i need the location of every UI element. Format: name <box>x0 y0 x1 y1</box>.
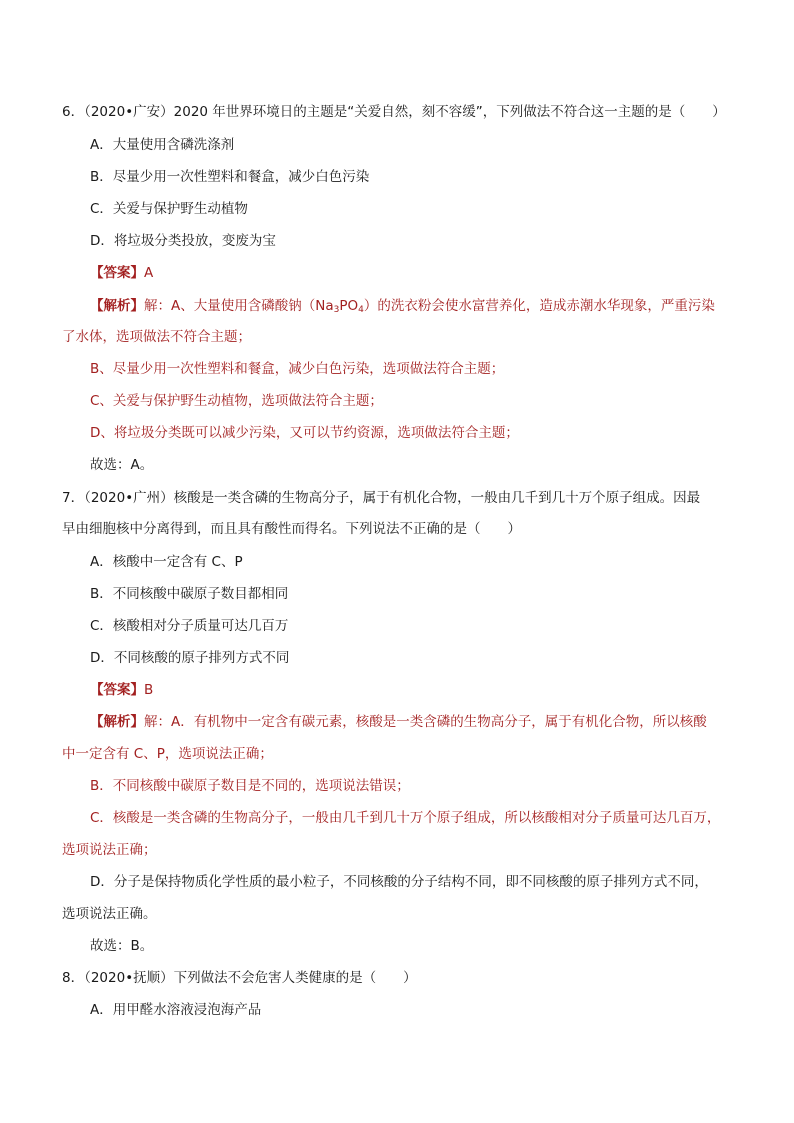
question-8-stem: 8．（2020•抚顺）下列做法不会危害人类健康的是（ ） <box>62 970 417 986</box>
question-7-answer <box>90 681 153 699</box>
formula-subscript: 3 <box>333 305 340 315</box>
answer-tag: 【答案】 <box>90 265 144 281</box>
question-7-option-c: C．核酸相对分子质量可达几百万 <box>90 618 289 634</box>
question-6-analysis-line-3: B、尽量少用一次性塑料和餐盒，减少白色污染，选项做法符合主题； <box>90 361 505 377</box>
question-6-answer <box>90 264 153 282</box>
question-6-option-c: C．关爱与保护野生动植物 <box>90 201 248 217</box>
answer-value: A <box>144 265 154 281</box>
question-7-analysis-line-3: B．不同核酸中碳原子数目是不同的，选项说法错误； <box>90 778 410 794</box>
question-7-analysis-line-5: 选项说法正确； <box>62 842 157 858</box>
question-6-option-d: D．将垃圾分类投放，变废为宝 <box>90 233 276 249</box>
question-7-analysis-line-7: 选项说法正确。 <box>62 906 157 922</box>
analysis-tag: 【解析】 <box>90 714 144 730</box>
answer-tag: 【答案】 <box>90 682 144 698</box>
question-8-option-a: A．用甲醛水溶液浸泡海产品 <box>90 1002 262 1018</box>
formula-subscript: 4 <box>358 305 364 315</box>
question-6-option-a: A．大量使用含磷洗涤剂 <box>90 137 235 153</box>
question-7-conclusion: 故选：B。 <box>90 938 154 954</box>
answer-value: B <box>144 682 154 698</box>
question-7-analysis-line-2: 中一定含有 C、P，选项说法正确； <box>62 746 273 762</box>
question-7-stem-line-2: 早由细胞核中分离得到，而且具有酸性而得名。下列说法不正确的是（ ） <box>62 521 521 537</box>
question-7-option-d: D．不同核酸的原子排列方式不同 <box>90 650 290 666</box>
question-7-option-a: A．核酸中一定含有 C、P <box>90 554 243 570</box>
question-6-analysis-line-1: 【解析】解：A、大量使用含磷酸钠$(Na_3PO_4)$的洗衣粉会使水富营养化，造成赤潮水华现象，严重污染 <box>90 298 715 315</box>
question-6-analysis-line-2: 了水体，选项做法不符合主题； <box>62 329 251 345</box>
question-7-option-b: B．不同核酸中碳原子数目都相同 <box>90 586 289 602</box>
question-6-option-b: B．尽量少用一次性塑料和餐盒，减少白色污染 <box>90 169 370 185</box>
question-6-conclusion: 故选：A。 <box>90 457 154 473</box>
question-7-analysis-line-4: C．核酸是一类含磷的生物高分子，一般由几千到几十万个原子组成，所以核酸相对分子质量可达几百万， <box>90 810 721 826</box>
question-6-analysis-line-4: C、关爱与保护野生动植物，选项做法符合主题； <box>90 393 383 409</box>
question-6-stem: 6．（2020•广安）2020 年世界环境日的主题是“关爱自然，刻不容缓”，下列做法不符合这一主题的是（ ） <box>62 104 726 120</box>
analysis-tag: 【解析】 <box>90 298 144 314</box>
question-7-analysis-line-6: D．分子是保持物质化学性质的最小粒子，不同核酸的分子结构不同，即不同核酸的原子排列方式不同， <box>90 874 708 890</box>
question-7-analysis-line-1: 【解析】解：A．有机物中一定含有碳元素，核酸是一类含磷的生物高分子，属于有机化合物，所以核酸 <box>90 714 707 730</box>
question-6-analysis-line-5: D、将垃圾分类既可以减少污染，又可以节约资源，选项做法符合主题； <box>90 425 519 441</box>
question-7-stem-line-1: 7．（2020•广州）核酸是一类含磷的生物高分子，属于有机化合物，一般由几千到几十万个原子组成。因最 <box>62 490 701 506</box>
